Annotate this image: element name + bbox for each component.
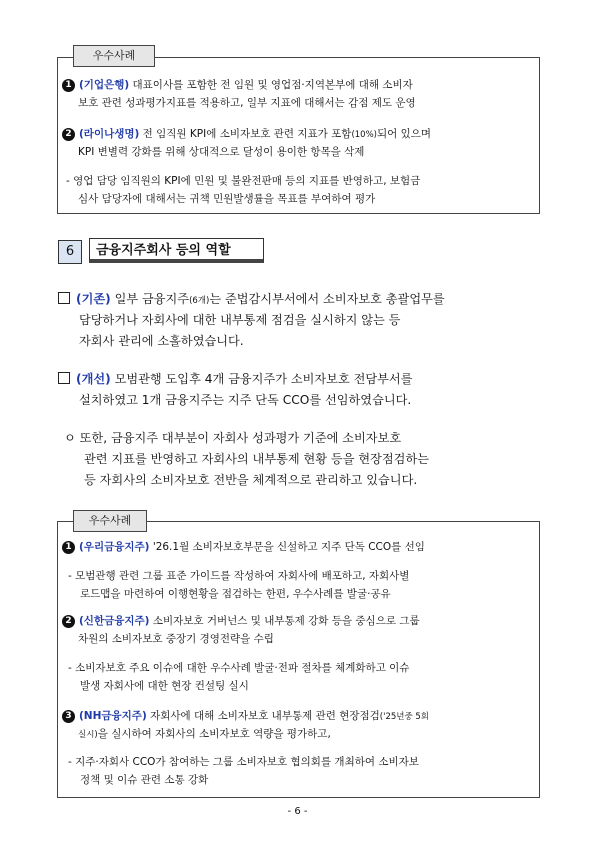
text: 대표이사를 포함한 전 임원 및 영업점·지역본부에 대해 소비자: [132, 79, 413, 91]
org-label: (라이나생명): [79, 128, 140, 140]
para1-line2: 담당하거나 자회사에 대한 내부통제 점검을 실시하지 않는 등: [79, 313, 401, 327]
bullet: ㅇ: [64, 431, 76, 445]
best-practice-tag-2: 우수사례: [73, 510, 147, 532]
tag-label: (개선): [76, 372, 111, 386]
text: '26.1월 소비자보호부문을 신설하고 지주 단독 CCO를 선임: [152, 541, 425, 553]
box2-item2-line1: [62, 614, 420, 628]
text: 소비자보호 거버넌스 및 내부통제 강화 등을 중심으로 그룹: [152, 615, 420, 627]
para3-line2: 관련 지표를 반영하고 자회사의 내부통제 현황 등을 현장점검하는: [84, 452, 429, 466]
text: 또한, 금융지주 대부분이 자회사 성과평가 기준에 소비자보호: [79, 431, 402, 445]
org-label: (NH금융지주): [79, 710, 147, 722]
box2-item3-line2: [78, 727, 331, 742]
text-small: (10%): [351, 130, 377, 140]
section-number: 6: [58, 240, 82, 264]
box1-item3-line2: 심사 담당자에 대해서는 귀책 민원발생률을 목표를 부여하여 평가: [78, 193, 376, 205]
box2-item3-sub2: 정책 및 이슈 관련 소통 강화: [80, 774, 209, 786]
box2-item1-sub1: - 모범관행 관련 그룹 표준 가이드를 작성하여 자회사에 배포하고, 자회사별: [68, 570, 410, 582]
text: 모범관행 도입후 4개 금융지주가 소비자보호 전담부서를: [114, 372, 413, 386]
box2-item2-line2: 차원의 소비자보호 중장기 경영전략을 수립: [78, 633, 274, 645]
para3-line3: 등 자회사의 소비자보호 전반을 체계적으로 관리하고 있습니다.: [84, 473, 418, 487]
text: 자회사에 대해 소비자보호 내부통제 관련 현장점검: [150, 710, 380, 722]
para2-line1: [58, 371, 412, 387]
text: 는 준법감시부서에서 소비자보호 총괄업무를: [209, 292, 445, 306]
para1-line1: [58, 291, 445, 309]
best-practice-tag-1: 우수사례: [73, 45, 155, 67]
box2-item1-sub2: 로드맵을 마련하여 이행현황을 점검하는 한편, 우수사례를 발굴·공유: [80, 588, 391, 600]
box2-item3-sub1: - 지주·자회사 CCO가 참여하는 그룹 소비자보호 협의회를 개최하여 소비자보: [68, 756, 419, 768]
box2-item3-line1: [62, 709, 429, 724]
box1-item2-line2: KPI 변별력 강화를 위해 상대적으로 달성이 용이한 항목을 삭제: [78, 146, 365, 158]
text: 되어 있으며: [376, 128, 432, 140]
checkbox-square-icon: [58, 372, 70, 384]
box1-item2-line1: [62, 127, 431, 142]
box2-item2-sub1: - 소비자보호 주요 이슈에 대한 우수사례 발굴·전파 절차를 체계화하고 이슈: [68, 662, 410, 674]
section-title: 금융지주회사 등의 역할: [89, 238, 264, 263]
box1-item1-line2: 보호 관련 성과평가지표를 적용하고, 일부 지표에 대해서는 감점 제도 운영: [78, 97, 416, 109]
para1-line3: 자회사 관리에 소홀하였습니다.: [79, 334, 244, 348]
para2-line2: 설치하였고 1개 금융지주는 지주 단독 CCO를 선임하였습니다.: [79, 393, 412, 407]
circled-number-1: 1: [62, 541, 75, 554]
text: 일부 금융지주: [114, 292, 190, 306]
box2-item1-line1: [62, 540, 425, 554]
circled-number-1: 1: [62, 79, 75, 92]
text-small: ('25년중 5회: [379, 712, 430, 722]
page-number: - 6 -: [287, 806, 308, 817]
text: 을 실시하여 자회사의 소비자보호 역량을 평가하고,: [97, 728, 331, 740]
circled-number-2: 2: [62, 128, 75, 141]
checkbox-square-icon: [58, 292, 70, 304]
box1-item1-line1: [62, 78, 413, 92]
org-label: (신한금융지주): [79, 615, 150, 627]
para3-line1: [64, 430, 401, 446]
text-small: 실시): [78, 730, 98, 740]
box2-item2-sub2: 발생 자회사에 대한 현장 컨설팅 실시: [80, 680, 249, 692]
box1-item3-line1: - 영업 담당 임직원의 KPI에 민원 및 불완전판매 등의 지표를 반영하고, 보험금: [66, 175, 421, 187]
org-label: (기업은행): [79, 79, 130, 91]
text: 전 임직원 KPI에 소비자보호 관련 지표가 포함: [142, 128, 352, 140]
tag-label: (기존): [76, 292, 111, 306]
circled-number-2: 2: [62, 615, 75, 628]
circled-number-3: 3: [62, 710, 75, 723]
org-label: (우리금융지주): [79, 541, 150, 553]
text-small: (6개): [189, 296, 210, 306]
